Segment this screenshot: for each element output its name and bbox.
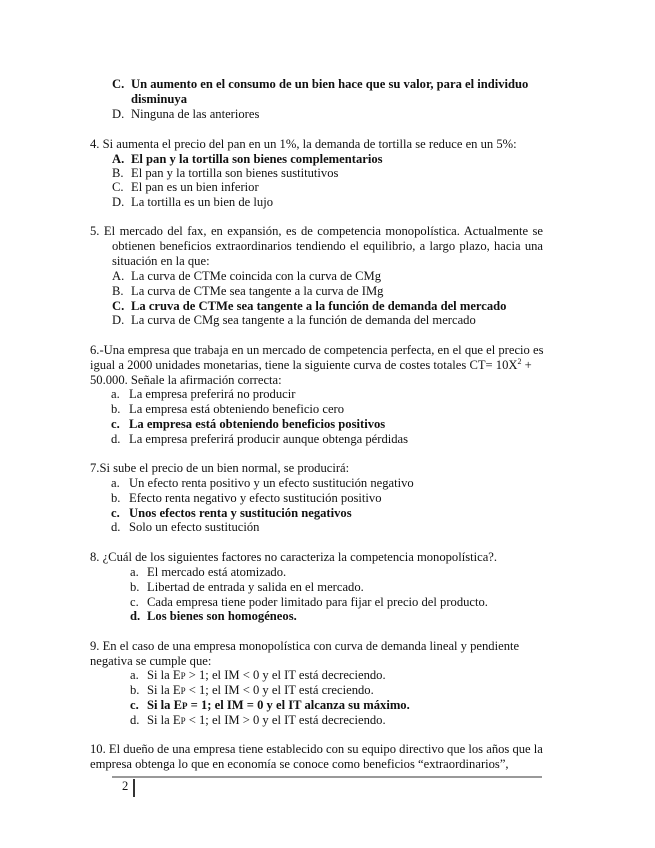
q7-stem: 7.Si sube el precio de un bien normal, se producirá:: [90, 461, 350, 475]
option-label: a.: [111, 476, 120, 490]
option-text: < 1; el IM < 0 y el IT está creciendo.: [185, 683, 374, 697]
q5-option-b: [112, 284, 383, 299]
q6-option-a: [111, 387, 295, 402]
q6-option-c: [111, 417, 385, 432]
option-text: La curva de CTMe sea tangente a la curva de IMg: [131, 284, 384, 298]
q4-option-a: [112, 152, 383, 167]
q3-option-c-cont: disminuya: [131, 92, 187, 106]
option-label: d.: [130, 713, 140, 727]
subscript: P: [182, 701, 188, 711]
option-label: b.: [130, 580, 140, 594]
q7-option-c: [111, 506, 352, 521]
option-text: La curva de CTMe coincida con la curva de CMg: [131, 269, 382, 283]
option-text: Si la E: [147, 683, 181, 697]
q5-option-a: [112, 269, 381, 284]
option-label: d.: [111, 520, 121, 534]
option-label: c.: [130, 698, 139, 712]
q7-option-b: [111, 491, 382, 506]
option-text: Un efecto renta positivo y un efecto sustitución negativo: [129, 476, 414, 490]
option-label: C.: [112, 77, 125, 91]
q9-option-a: [130, 668, 386, 684]
option-text: Un aumento en el consumo de un bien hace que su valor, para el individuo: [131, 77, 529, 91]
option-text: Unos efectos renta y sustitución negativos: [129, 506, 352, 520]
q3-option-c: [112, 77, 528, 92]
option-label: D.: [112, 195, 125, 209]
option-label: D.: [112, 107, 125, 121]
q6-stem-line2: [90, 358, 532, 373]
footer-rule: [112, 776, 542, 778]
option-label: c.: [130, 595, 139, 609]
option-label: A.: [112, 152, 125, 166]
q5-option-c: [112, 299, 506, 314]
option-label: A.: [112, 269, 125, 283]
option-text: La empresa preferirá no producir: [129, 387, 296, 401]
q5-stem-line1: 5. El mercado del fax, en expansión, es de competencia monopolística. Actualmente se: [90, 224, 543, 238]
q9-option-b: [130, 683, 374, 699]
option-text: La curva de CMg sea tangente a la función de demanda del mercado: [131, 313, 476, 327]
option-label: a.: [130, 565, 139, 579]
option-text: El pan es un bien inferior: [131, 180, 259, 194]
option-text: = 1; el IM = 0 y el IT alcanza su máximo.: [187, 698, 410, 712]
q4-stem: 4. Si aumenta el precio del pan en un 1%, la demanda de tortilla se reduce en un 5%:: [90, 137, 517, 151]
q7-option-d: [111, 520, 259, 535]
option-label: D.: [112, 313, 125, 327]
q9-stem-line2: negativa se cumple que:: [90, 654, 212, 668]
option-text: La cruva de CTMe sea tangente a la función de demanda del mercado: [131, 299, 507, 313]
q8-option-a: [130, 565, 286, 580]
option-label: C.: [112, 299, 125, 313]
option-label: b.: [111, 491, 121, 505]
q4-option-c: [112, 180, 259, 195]
q5-option-d: [112, 313, 476, 328]
option-label: a.: [130, 668, 139, 682]
option-text: La tortilla es un bien de lujo: [131, 195, 273, 209]
q3-option-d: [112, 107, 259, 122]
option-text: La empresa está obteniendo beneficio cero: [129, 402, 345, 416]
option-text: < 1; el IM > 0 y el IT está decreciendo.: [185, 713, 386, 727]
q7-option-a: [111, 476, 414, 491]
option-label: C.: [112, 180, 124, 194]
option-label: c.: [111, 506, 120, 520]
q5-stem-line3: situación en la que:: [112, 254, 210, 268]
q6-stem-text-end: +: [521, 358, 532, 372]
option-text: > 1; el IM < 0 y el IT está decreciendo.: [185, 668, 386, 682]
q9-option-c: [130, 698, 410, 714]
option-text: Ninguna de las anteriores: [131, 107, 260, 121]
option-label: d.: [130, 609, 141, 623]
q6-stem-line1: 6.-Una empresa que trabaja en un mercado de competencia perfecta, en el que el precio es: [90, 343, 544, 357]
option-text: Cada empresa tiene poder limitado para fijar el precio del producto.: [147, 595, 488, 609]
option-label: a.: [111, 387, 120, 401]
q4-option-d: [112, 195, 273, 210]
q8-option-d: [130, 609, 297, 624]
page-number: 2: [122, 779, 129, 793]
option-text: Los bienes son homogéneos.: [147, 609, 297, 623]
q6-option-b: [111, 402, 344, 417]
q8-stem: 8. ¿Cuál de los siguientes factores no caracteriza la competencia monopolística?.: [90, 550, 498, 564]
option-text: Efecto renta negativo y efecto sustitución positivo: [129, 491, 382, 505]
q6-stem-text: igual a 2000 unidades monetarias, tiene la siguiente curva de costes totales CT= 10X: [90, 358, 518, 372]
option-label: d.: [111, 432, 121, 446]
option-text: La empresa está obteniendo beneficios positivos: [129, 417, 386, 431]
q4-option-b: [112, 166, 338, 181]
subscript: P: [180, 671, 186, 681]
option-label: b.: [111, 402, 121, 416]
option-text: Libertad de entrada y salida en el mercado.: [147, 580, 364, 594]
q8-option-c: [130, 595, 488, 610]
option-text: La empresa preferirá producir aunque obtenga pérdidas: [129, 432, 409, 446]
option-label: b.: [130, 683, 140, 697]
q8-option-b: [130, 580, 364, 595]
exponent: 2: [517, 356, 522, 366]
option-text: El mercado está atomizado.: [147, 565, 287, 579]
subscript: P: [180, 686, 186, 696]
q9-option-d: [130, 713, 386, 729]
subscript: P: [180, 716, 186, 726]
option-text: El pan y la tortilla son bienes complementarios: [131, 152, 383, 166]
option-label: B.: [112, 284, 124, 298]
q10-stem-line1: 10. El dueño de una empresa tiene establecido con su equipo directivo que los años que la: [90, 742, 543, 756]
q9-stem-line1: 9. En el caso de una empresa monopolística con curva de demanda lineal y pendiente: [90, 639, 520, 653]
option-label: B.: [112, 166, 124, 180]
option-label: c.: [111, 417, 120, 431]
q5-stem-line2: obtienen beneficios extraordinarios tendiendo el equilibrio, a largo plazo, hacia una: [112, 239, 543, 253]
option-text: Solo un efecto sustitución: [129, 520, 260, 534]
option-text: Si la E: [147, 713, 181, 727]
option-text: Si la E: [147, 668, 181, 682]
footer-divider: [133, 779, 135, 797]
option-text: El pan y la tortilla son bienes sustitutivos: [131, 166, 339, 180]
q6-stem-line3: 50.000. Señale la afirmación correcta:: [90, 373, 282, 387]
q6-option-d: [111, 432, 408, 447]
q10-stem-line2: empresa obtenga lo que en economía se conoce como beneficios “extraordinarios”,: [90, 757, 509, 771]
option-text: Si la E: [147, 698, 182, 712]
